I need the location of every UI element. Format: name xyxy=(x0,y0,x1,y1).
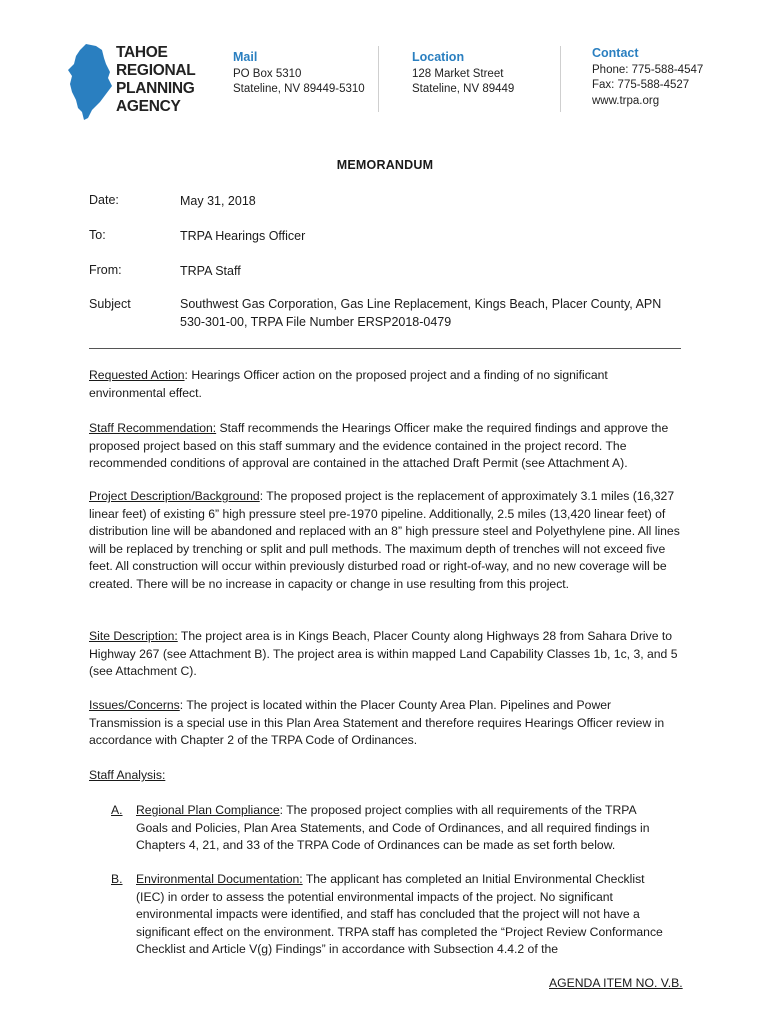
date-value: May 31, 2018 xyxy=(180,194,256,208)
date-label: Date: xyxy=(89,193,119,207)
requested-action-paragraph xyxy=(89,367,685,402)
agency-name-line: PLANNING xyxy=(116,80,195,97)
agency-logo xyxy=(66,42,196,122)
header-divider xyxy=(378,46,379,112)
analysis-item-heading: Environmental Documentation: xyxy=(136,872,303,886)
contact-phone: Phone: 775-588-4547 xyxy=(592,63,704,76)
staff-recommendation-heading: Staff Recommendation: xyxy=(89,421,217,435)
location-line-1: 128 Market Street xyxy=(412,67,504,80)
location-block xyxy=(412,50,514,98)
issues-text: : The project is located within the Placer County Area Plan. Pipelines and Power Transmission is a special use in this Plan Area Statement and therefore requires Hearings Officer review in accordance with Chapter 2 of the TRPA Code of Ordinances. xyxy=(89,698,665,747)
mail-block xyxy=(233,50,365,98)
contact-fax: Fax: 775-588-4527 xyxy=(592,79,690,91)
site-description-text: The project area is in Kings Beach, Placer County along Highways 28 from Sahara Drive to Highway 267 (see Attachment B). The project area is within mapped Land Capability Classes 1b, 1c, 3, and 5 (see Attachment C). xyxy=(89,629,678,678)
requested-action-text: : Hearings Officer action on the proposed project and a finding of no significant environmental effect. xyxy=(89,368,608,400)
staff-analysis-heading-line xyxy=(89,767,685,785)
location-title: Location xyxy=(412,50,465,64)
contact-website[interactable]: www.trpa.org xyxy=(592,94,660,107)
analysis-item-marker: B. xyxy=(111,872,123,886)
location-line-2: Stateline, NV 89449 xyxy=(412,83,515,95)
agency-name-line: TAHOE xyxy=(116,44,168,61)
agency-name-line: AGENCY xyxy=(116,98,181,115)
header-divider xyxy=(560,46,561,112)
to-value: TRPA Hearings Officer xyxy=(180,229,306,243)
analysis-item-marker: A. xyxy=(111,803,123,817)
subject-label: Subject xyxy=(89,297,131,311)
agency-name-line: REGIONAL xyxy=(116,62,196,79)
header-rule xyxy=(89,348,681,349)
site-description-heading: Site Description: xyxy=(89,629,178,643)
staff-analysis-heading: Staff Analysis: xyxy=(89,768,166,782)
agenda-item-footer: AGENDA ITEM NO. V.B. xyxy=(549,976,683,990)
memo-title: MEMORANDUM xyxy=(336,158,434,172)
issues-paragraph xyxy=(89,697,685,750)
requested-action-heading: Requested Action xyxy=(89,368,185,382)
issues-heading: Issues/Concerns xyxy=(89,698,180,712)
mail-line-2: Stateline, NV 89449-5310 xyxy=(233,83,365,95)
analysis-item-text: The applicant has completed an Initial Environmental Checklist (IEC) in order to assess the potential environmental impacts of the project. No significant environmental impacts were identified, and staff has concluded that the project will not have a significant effect on the environment. TRPA staff has completed the “Project Review Conformance Checklist and Article V(g) Findings” in accordance with Subsection 4.4.2 of the xyxy=(136,872,663,956)
analysis-item-content xyxy=(136,871,671,959)
project-description-heading: Project Description/Background xyxy=(89,489,260,503)
lake-tahoe-map-icon xyxy=(66,42,114,122)
contact-block xyxy=(592,46,703,109)
to-label: To: xyxy=(89,228,106,242)
mail-line-1: PO Box 5310 xyxy=(233,67,302,80)
agency-name xyxy=(116,44,195,116)
project-description-text: : The proposed project is the replacement of approximately 3.1 miles (16,327 linear feet) of existing 6” high pressure steel pre-1970 pipeline. Additionally, 2.5 miles (13,420 linear feet) of distribution line will be abandoned and replaced with an 8” high pressure steel and Polyethylene pine. All lines will be replaced by trenching or split and pull methods. The maximum depth of trenches will not exceed five feet. All construction will occur within previously disturbed road or right-of-way, and no new coverage will be created. There will be no increase in capacity or change in use resulting from this project. xyxy=(89,489,680,591)
from-value: TRPA Staff xyxy=(180,264,241,278)
subject-value: Southwest Gas Corporation, Gas Line Replacement, Kings Beach, Placer County, APN 530-301-00, TRPA File Number ERSP2018-0479 xyxy=(180,297,662,329)
analysis-item-text: : The proposed project complies with all requirements of the TRPA Goals and Policies, Plan Area Statements, and Code of Ordinances, and all required findings in Chapters 4, 21, and 33 of the TRPA Code of Ordinances can be made as set forth below. xyxy=(136,803,650,852)
analysis-item-content xyxy=(136,802,671,855)
mail-title: Mail xyxy=(233,50,258,64)
analysis-item-heading: Regional Plan Compliance xyxy=(136,803,280,817)
staff-recommendation-text: Staff recommends the Hearings Officer make the required findings and approve the proposed project based on this staff summary and the evidence contained in the project record. The recommended conditions of approval are contained in the attached Draft Permit (see Attachment A). xyxy=(89,421,669,470)
from-label: From: xyxy=(89,263,122,277)
staff-recommendation-paragraph xyxy=(89,420,685,473)
project-description-paragraph xyxy=(89,488,685,593)
site-description-paragraph xyxy=(89,628,685,681)
contact-title: Contact xyxy=(592,46,639,60)
